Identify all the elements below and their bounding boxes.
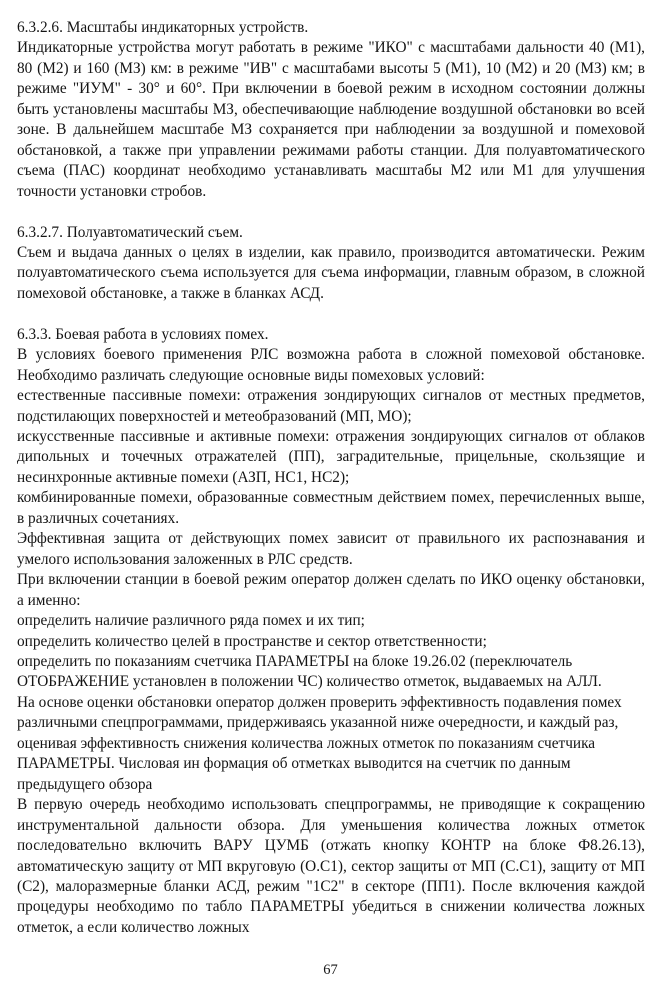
paragraph-operator-assessment: При включении станции в боевой режим оператор должен сделать по ИКО оценку обстановки, а именно: [17,571,645,609]
list-item-artificial-passive-active-jamming: искусственные пассивные и активные помехи: отражения зондирующих сигналов от облаков дипольных и точечных отражателей (ПП), заградительные, прицельные, скользящие и несинхронные активные помехи (АЗП, НС1, НС2); [17,428,645,486]
list-item-determine-jamming-types: определить наличие различного ряда помех и их тип; [17,612,365,630]
section-heading-6-3-3: 6.3.3. Боевая работа в условиях помех. [17,325,269,343]
paragraph-intro-jamming-conditions: В условиях боевого применения РЛС возможна работа в сложной помеховой обстановке. Необходимо различать следующие основные виды помеховых условий: [17,346,645,384]
paragraph-spacer [17,304,645,324]
list-item-determine-counter-readings: определить по показаниям счетчика ПАРАМЕТРЫ на блоке 19.26.02 (переключатель ОТОБРАЖЕНИЕ установлен в положении ЧС) количество отметок, выдаваемых на АЛЛ. [17,653,602,691]
section-body-6-3-2-6: Индикаторные устройства могут работать в режиме "ИКО" с масштабами дальности 40 (М1), 80 (М2) и 160 (МЗ) км: в режиме "ИВ" с масштабами высоты 5 (М1), 10 (М2) и 20 (МЗ) км; в режиме "ИУМ" - 30° и 60°. При включении в боевой режим в исходном состоянии должны быть установлены масштабы МЗ, обеспечивающие наблюдение воздушной обстановки во всей зоне. В дальнейшем масштабе МЗ сохраняется при наблюдении за воздушной и помеховой обстановкой, а также при управлении режимами работы станции. Для полуавтоматического съема (ПАС) координат необходимо устанавливать масштабы М2 или М1 для улучшения точности установки стробов. [17,39,645,200]
page-number: 67 [323,962,338,978]
list-item-combined-jamming: комбинированные помехи, образованные совместным действием помех, перечисленных выше, в различных сочетаниях. [17,489,645,527]
paragraph-special-programs-order: В первую очередь необходимо использовать спецпрограммы, не приводящие к сокращению инструментальной дальности обзора. Для уменьшения количества ложных отметок последовательно включить ВАРУ ЦУМБ (отжать кнопку КОНТР на блоке Ф8.26.13), автоматическую защиту от МП вкруговую (О.С1), сектор защиты от МП (С.С1), защиту от МП (С2), малоразмерные бланки АСД, режим "1С2" в секторе (ПП1). После включения каждой процедуры необходимо по табло ПАРАМЕТРЫ убедиться в снижении количества ложных отметок, а если количество ложных [17,796,645,936]
paragraph-effective-protection: Эффективная защита от действующих помех зависит от правильного их распознавания и умелого использования заложенных в РЛС средств. [17,530,645,568]
page-content [17,18,645,938]
list-item-natural-passive-jamming: естественные пассивные помехи: отражения зондирующих сигналов от местных предметов, подстилающих поверхностей и метеобразований (МП, МО); [17,387,645,425]
paragraph-spacer [17,202,645,222]
section-heading-6-3-2-7: 6.3.2.7. Полуавтоматический съем. [17,223,243,241]
paragraph-check-suppression-effectiveness: На основе оценки обстановки оператор должен проверить эффективность подавления помех различными спецпрограммами, придерживаясь указанной ниже очередности, и каждый раз, оценивая эффективность снижения количества ложных отметок по показаниям счетчика ПАРАМЕТРЫ. Числовая ин формация об отметках выводится на счетчик по данным предыдущего обзора [17,693,622,793]
section-body-6-3-2-7: Съем и выдача данных о целях в изделии, как правило, производится автоматически. Режим полуавтоматического съема используется для съема информации, главным образом, в сложной помеховой обстановке, а также в бланках АСД. [17,243,645,302]
section-heading-6-3-2-6: 6.3.2.6. Масштабы индикаторных устройств. [17,19,309,36]
list-item-determine-target-count: определить количество целей в пространстве и сектор ответственности; [17,632,487,650]
